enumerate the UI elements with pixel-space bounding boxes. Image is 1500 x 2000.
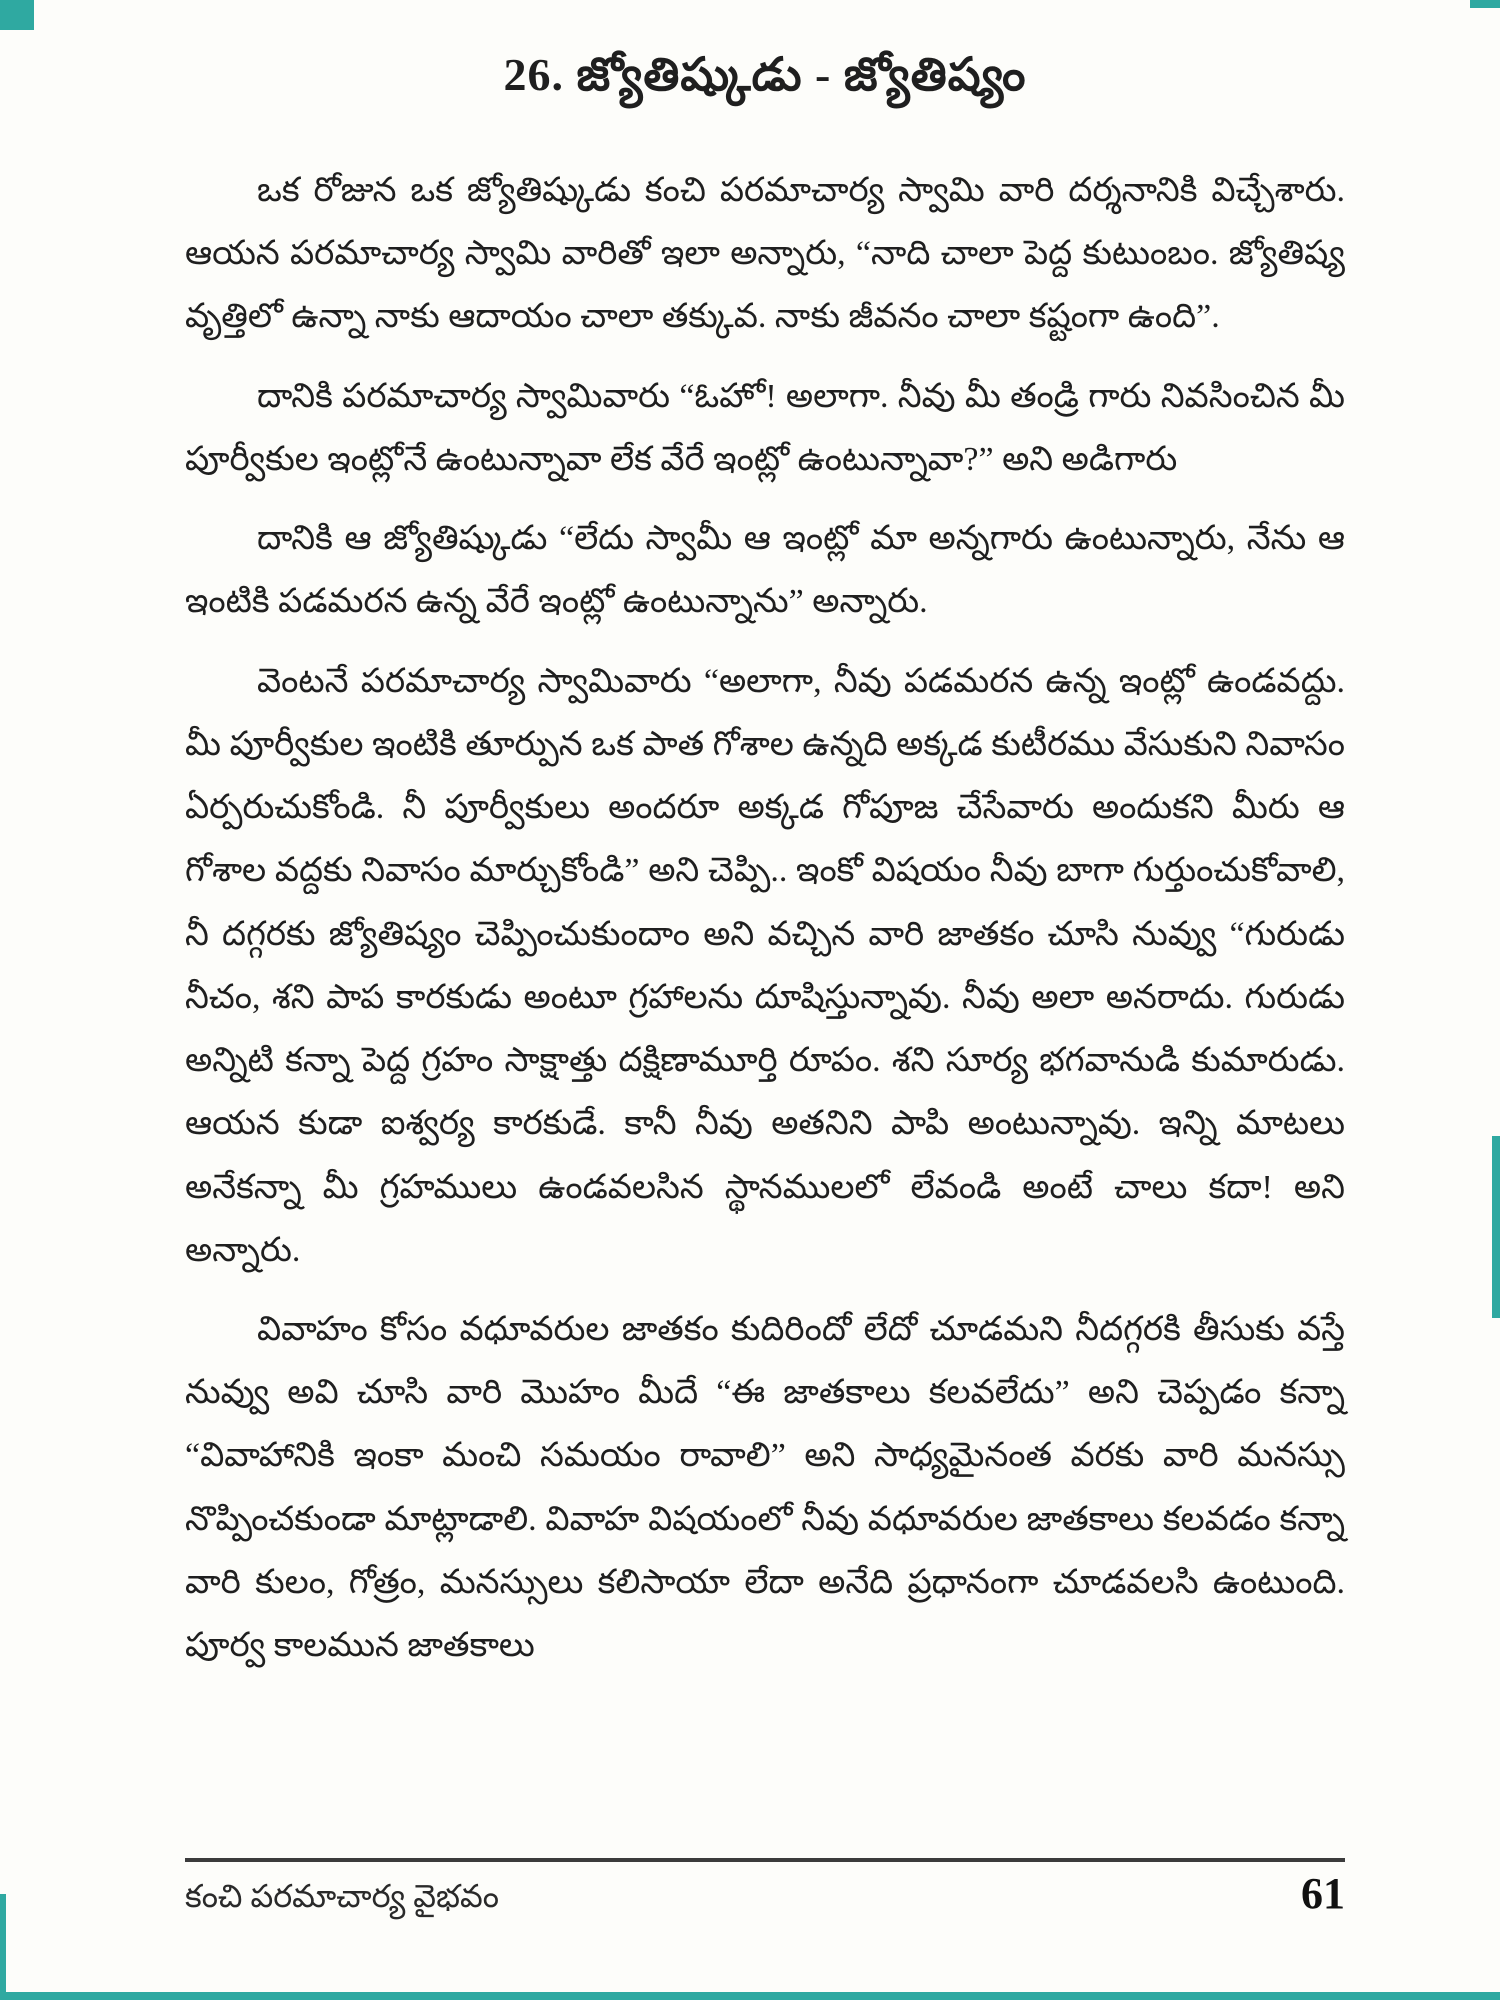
scan-edge-mark-right bbox=[1492, 1136, 1500, 1318]
footer-page-number: 61 bbox=[1301, 1869, 1345, 1918]
scan-edge-mark-top-right bbox=[1470, 0, 1500, 8]
paragraph: వివాహం కోసం వధూవరుల జాతకం కుదిరిందో లేదో చూడమని నీదగ్గరకి తీసుకు వస్తే నువ్వు అవి చూసి వారి మొహం మీదే “ఈ జాతకాలు కలవలేదు” అని చెప్పడం కన్నా “వివాహానికి ఇంకా మంచి సమయం రావాలి” అని సాధ్యమైనంత వరకు వారి మనస్సు నొప్పించకుండా మాట్లాడాలి. వివాహ విషయంలో నీవు వధూవరుల జాతకాలు కలవడం కన్నా వారి కులం, గోత్రం, మనస్సులు కలిసాయా లేదా అనేది ప్రధానంగా చూడవలసి ఉంటుంది. పూర్వ కాలమున జాతకాలు bbox=[185, 1310, 1345, 1665]
book-page bbox=[185, 48, 1345, 1693]
footer-divider bbox=[185, 1858, 1345, 1862]
paragraph: దానికి ఆ జ్యోతిష్కుడు “లేదు స్వామీ ఆ ఇంట్లో మా అన్నగారు ఉంటున్నారు, నేను ఆ ఇంటికి పడమరన ఉన్న వేరే ఇంట్లో ఉంటున్నాను” అన్నారు. bbox=[185, 520, 1345, 621]
chapter-body bbox=[185, 159, 1345, 1677]
scan-edge-mark-bottom bbox=[0, 1992, 1500, 2000]
paragraph: ఒక రోజున ఒక జ్యోతిష్కుడు కంచి పరమాచార్య స్వామి వారి దర్శనానికి విచ్చేశారు. ఆయన పరమాచార్య స్వామి వారితో ఇలా అన్నారు, “నాది చాలా పెద్ద కుటుంబం. జ్యోతిష్య వృత్తిలో ఉన్నా నాకు ఆదాయం చాలా తక్కువ. నాకు జీవనం చాలా కష్టంగా ఉంది”. bbox=[185, 172, 1345, 336]
paragraph: వెంటనే పరమాచార్య స్వామివారు “అలాగా, నీవు పడమరన ఉన్న ఇంట్లో ఉండవద్దు. మీ పూర్వీకుల ఇంటికి తూర్పున ఒక పాత గోశాల ఉన్నది అక్కడ కుటీరము వేసుకుని నివాసం ఏర్పరుచుకోండి. నీ పూర్వీకులు అందరూ అక్కడ గోపూజ చేసేవారు అందుకని మీరు ఆ గోశాల వద్దకు నివాసం మార్చుకోండి” అని చెప్పి.. ఇంకో విషయం నీవు బాగా గుర్తుంచుకోవాలి, నీ దగ్గరకు జ్యోతిష్యం చెప్పించుకుందాం అని వచ్చిన వారి జాతకం చూసి నువ్వు “గురుడు నీచం, శని పాప కారకుడు అంటూ గ్రహాలను దూషిస్తున్నావు. నీవు అలా అనరాదు. గురుడు అన్నిటి కన్నా పెద్ద గ్రహం సాక్షాత్తు దక్షిణామూర్తి రూపం. శని సూర్య భగవానుడి కుమారుడు. ఆయన కుడా ఐశ్వర్య కారకుడే. కానీ నీవు అతనిని పాపి అంటున్నావు. ఇన్ని మాటలు అనేకన్నా మీ గ్రహములు ఉండవలసిన స్థానములలో లేవండి అంటే చాలు కదా! అని అన్నారు. bbox=[185, 662, 1345, 1269]
chapter-title: 26. జ్యోతిష్కుడు - జ్యోతిష్యం bbox=[503, 49, 1027, 100]
scan-edge-mark-left-bottom bbox=[0, 1894, 6, 2000]
footer-book-title: కంచి పరమాచార్య వైభవం bbox=[185, 1878, 499, 1914]
scan-edge-mark-top-left bbox=[0, 0, 34, 30]
page-footer bbox=[185, 1858, 1345, 1923]
paragraph: దానికి పరమాచార్య స్వామివారు “ఓహో! అలాగా. నీవు మీ తండ్రి గారు నివసించిన మీ పూర్వీకుల ఇంట్లోనే ఉంటున్నావా లేక వేరే ఇంట్లో ఉంటున్నావా?” అని అడిగారు bbox=[185, 377, 1345, 478]
